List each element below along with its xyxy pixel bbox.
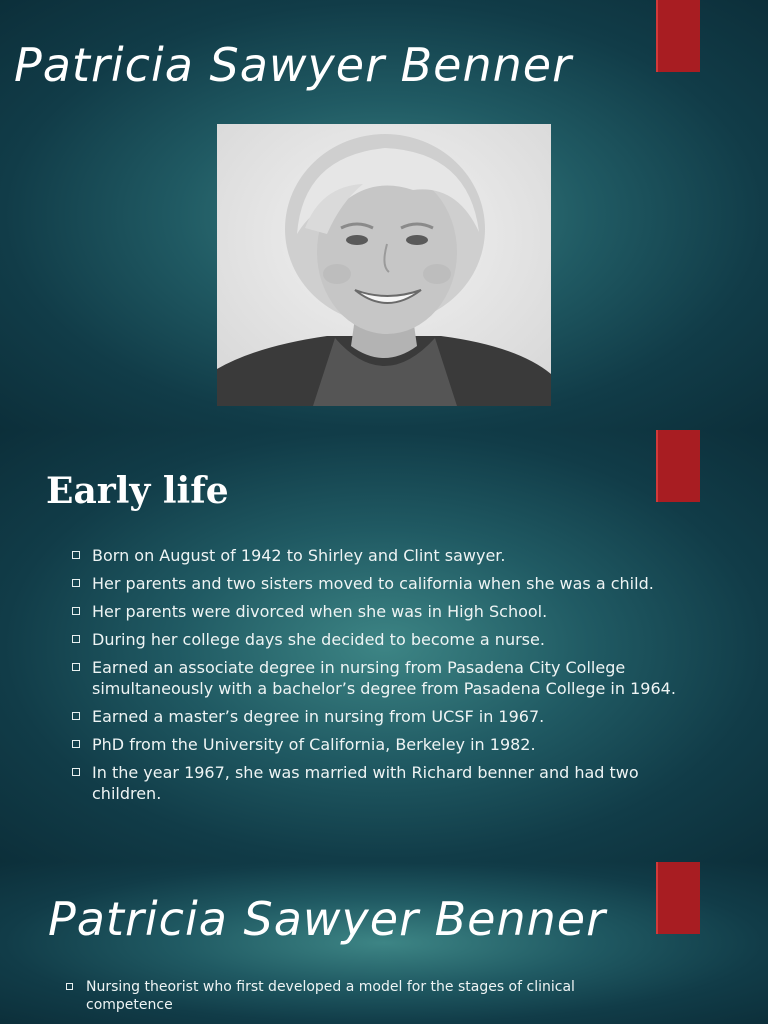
slide-early-life xyxy=(0,430,768,862)
bullet-list xyxy=(66,978,666,1021)
hollow-square-icon xyxy=(72,635,80,643)
list-item: In the year 1967, she was married with Richard benner and had two children. xyxy=(72,762,682,804)
list-item: Nursing theorist who first developed a model for the stages of clinical competence xyxy=(66,978,666,1014)
slide-title: Patricia Sawyer Benner xyxy=(14,38,572,92)
slide-title-photo xyxy=(0,0,768,430)
bullet-list xyxy=(72,545,682,811)
list-item: Earned a master’s degree in nursing from UCSF in 1967. xyxy=(72,706,682,727)
list-item: During her college days she decided to become a nurse. xyxy=(72,629,682,650)
hollow-square-icon xyxy=(72,607,80,615)
list-item: Her parents were divorced when she was in High School. xyxy=(72,601,682,622)
list-item: Her parents and two sisters moved to california when she was a child. xyxy=(72,573,682,594)
hollow-square-icon xyxy=(72,740,80,748)
hollow-square-icon xyxy=(72,768,80,776)
slide-theorist xyxy=(0,862,768,1024)
list-item: Born on August of 1942 to Shirley and Clint sawyer. xyxy=(72,545,682,566)
section-heading: Early life xyxy=(46,470,229,512)
hollow-square-icon xyxy=(72,712,80,720)
hollow-square-icon xyxy=(72,663,80,671)
hollow-square-icon xyxy=(72,551,80,559)
red-accent-tab xyxy=(656,862,700,934)
red-accent-tab xyxy=(656,0,700,72)
hollow-square-icon xyxy=(66,983,73,990)
portrait-photo xyxy=(217,124,551,406)
list-item: PhD from the University of California, Berkeley in 1982. xyxy=(72,734,682,755)
hollow-square-icon xyxy=(72,579,80,587)
slide-title: Patricia Sawyer Benner xyxy=(48,892,606,946)
list-item: Earned an associate degree in nursing from Pasadena City College simultaneously with a bachelor’s degree from Pasadena College in 1964. xyxy=(72,657,682,699)
red-accent-tab xyxy=(656,430,700,502)
